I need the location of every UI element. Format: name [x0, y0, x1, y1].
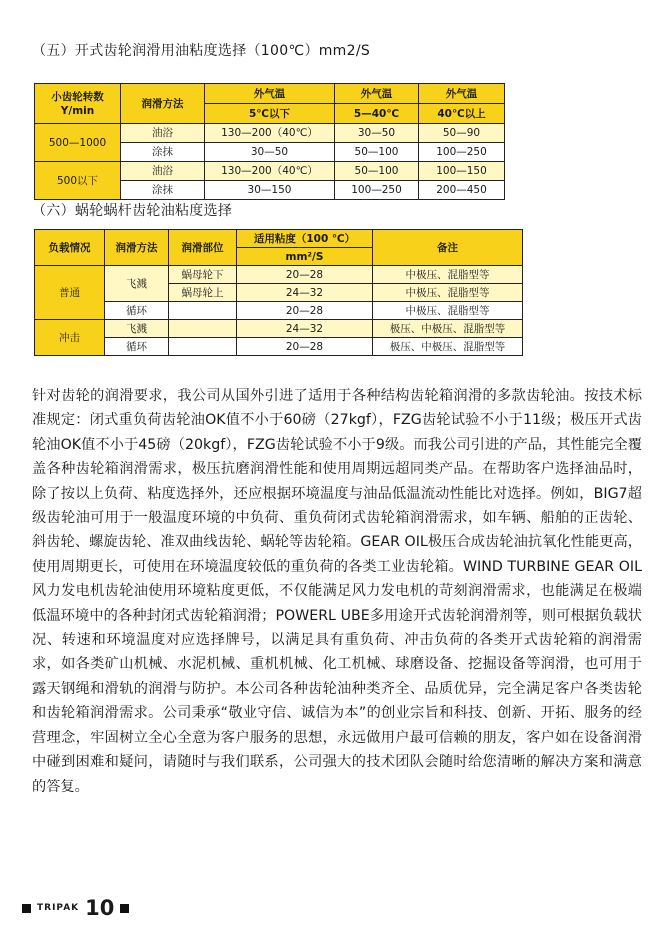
table-cell: 30—150 [205, 181, 335, 200]
brand-name: TRIPAK [37, 903, 80, 913]
table-cell [169, 320, 237, 338]
table-cell: 100—150 [419, 162, 505, 181]
load-impact: 冲击 [35, 320, 105, 356]
table-cell: 循环 [105, 338, 169, 356]
method-circulation: 循环 [105, 302, 169, 320]
table-cell: 30—50 [335, 124, 419, 143]
temp3-header-line1: 外气温 [419, 84, 505, 104]
viscosity-header-line1: 适用粘度（100 ℃） [237, 230, 373, 248]
speed-group-1: 500—1000 [35, 124, 121, 162]
square-bullet-icon [120, 904, 129, 913]
gear-viscosity-table [34, 83, 505, 200]
page-number: 10 [85, 896, 115, 920]
table-cell: 蜗母轮上 [169, 284, 237, 302]
table-cell: 蜗母轮下 [169, 266, 237, 284]
section-6-title: （六）蜗轮蜗杆齿轮油粘度选择 [32, 203, 233, 219]
table-cell: 100—250 [419, 143, 505, 162]
square-bullet-icon [22, 904, 31, 913]
table-cell: 130—200（40℃） [205, 162, 335, 181]
worm-gear-viscosity-table [34, 229, 523, 356]
note-header: 备注 [373, 230, 523, 266]
table-cell: 20—28 [237, 266, 373, 284]
table-cell: 20—28 [237, 302, 373, 320]
table-cell: 油浴 [121, 124, 205, 143]
method-splash: 飞溅 [105, 266, 169, 302]
table-cell: 30—50 [205, 143, 335, 162]
viscosity-header-line2: mm²/S [237, 248, 373, 266]
table-cell: 130—200（40℃） [205, 124, 335, 143]
temp1-header-line1: 外气温 [205, 84, 335, 104]
table-cell: 200—450 [419, 181, 505, 200]
table-cell: 飞溅 [105, 320, 169, 338]
temp3-header-line2: 40℃以上 [419, 104, 505, 124]
table-cell: 中极压、混脂型等 [373, 266, 523, 284]
page-footer [22, 896, 129, 920]
method-header: 润滑方法 [105, 230, 169, 266]
temp1-header-line2: 5℃以下 [205, 104, 335, 124]
table-cell: 50—100 [335, 143, 419, 162]
table-cell: 极压、中极压、混脂型等 [373, 338, 523, 356]
table-cell: 24—32 [237, 320, 373, 338]
speed-group-2: 500以下 [35, 162, 121, 200]
temp2-header-line1: 外气温 [335, 84, 419, 104]
table-cell: 24—32 [237, 284, 373, 302]
table-cell: 20—28 [237, 338, 373, 356]
speed-header: 小齿轮转数 Y/min [35, 84, 121, 124]
temp2-header-line2: 5—40℃ [335, 104, 419, 124]
table-cell: 100—250 [335, 181, 419, 200]
method-header: 润滑方法 [121, 84, 205, 124]
table-cell: 涂抹 [121, 181, 205, 200]
table-cell [169, 338, 237, 356]
table-cell: 50—100 [335, 162, 419, 181]
table-cell: 涂抹 [121, 143, 205, 162]
part-header: 润滑部位 [169, 230, 237, 266]
section-5-title: （五）开式齿轮润滑用油粘度选择（100℃）mm2/S [32, 43, 371, 59]
table-cell: 50—90 [419, 124, 505, 143]
table-cell: 中极压、混脂型等 [373, 302, 523, 320]
load-header: 负载情况 [35, 230, 105, 266]
table-cell: 极压、中极压、混脂型等 [373, 320, 523, 338]
table-cell [169, 302, 237, 320]
body-paragraph: 针对齿轮的润滑要求，我公司从国外引进了适用于各种结构齿轮箱润滑的多款齿轮油。按技术标准规定：闭式重负荷齿轮油OK值不小于60磅（27kgf），FZG齿轮试验不小于11级；极压开式齿轮油OK值不小于45磅（20kgf），FZG齿轮试验不小于9级。而我公司引进的产品，其性能完全覆盖各种齿轮箱润滑需求，极压抗磨润滑性能和使用周期远超同类产品。在帮助客户选择油品时，除了按以上负荷、粘度选择外，还应根据环境温度与油品低温流动性能比对选择。例如，BIG7超级齿轮油可用于一般温度环境的中负荷、重负荷闭式齿轮箱润滑需求，如车辆、船舶的正齿轮、斜齿轮、螺旋齿轮、准双曲线齿轮、蜗轮等齿轮箱。GEAR OIL极压合成齿轮油抗氧化性能更高，使用周期更长，可使用在环境温度较低的重负荷的各类工业齿轮箱。WIND TURBINE GEAR OIL风力发电机齿轮油使用环境粘度更低，不仅能满足风力发电机的苛刻润滑需求，也能满足在极端低温环境中的各种封闭式齿轮箱润滑；POWERL UBE多用途开式齿轮润滑剂等，则可根据负载状况、转速和环境温度对应选择牌号，以满足具有重负荷、冲击负荷的各类开式齿轮箱的润滑需求，如各类矿山机械、水泥机械、重机机械、化工机械、球磨设备、挖掘设备等润滑，也可用于露天钢绳和滑轨的润滑与防护。本公司各种齿轮油种类齐全、品质优异，完全满足客户各类齿轮和齿轮箱润滑需求。公司秉承“敬业守信、诚信为本”的创业宗旨和科技、创新、开拓、服务的经营理念，牢固树立全心全意为客户服务的思想，永远做用户最可信赖的朋友，客户如在设备润滑中碰到困难和疑问，请随时与我们联系，公司强大的技术团队会随时给您清晰的解决方案和满意的答复。 [32, 388, 642, 795]
table-cell: 中极压、混脂型等 [373, 284, 523, 302]
table-cell: 油浴 [121, 162, 205, 181]
load-normal: 普通 [35, 266, 105, 320]
